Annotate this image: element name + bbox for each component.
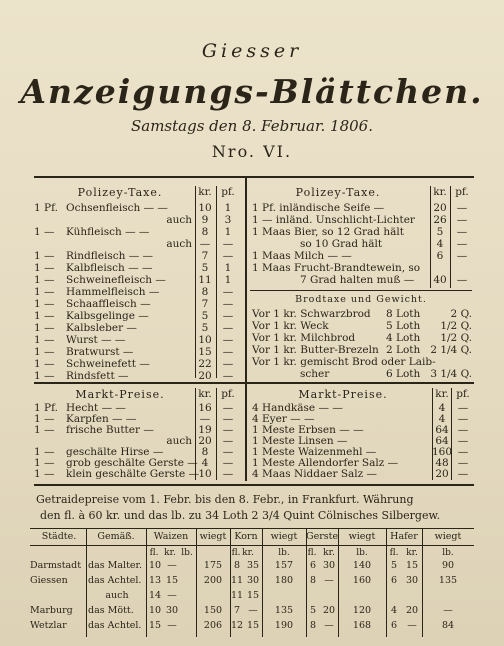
row-qty: 1 — [34, 226, 55, 238]
getraide-waizen-kr: — [167, 560, 177, 571]
getraide-korn-fl: 11 [230, 590, 244, 601]
row-kr: 4 [438, 413, 446, 425]
getraide-hafer-fl: 4 [390, 605, 398, 616]
mid-rule [34, 382, 474, 384]
row-qty: 1 — [34, 310, 55, 322]
row-pf: — [456, 214, 468, 226]
row-pf: — [222, 446, 234, 458]
row-q: 1/2 Q. [440, 320, 472, 332]
row-kr: 19 [198, 424, 212, 436]
row-text: scher [300, 368, 330, 380]
getraide-gerste-fl: 6 [309, 560, 317, 571]
getraide-gemaess: das Mött. [88, 605, 134, 616]
row-kr: 7 [201, 298, 209, 310]
polizey-right-col-kr: kr. [433, 186, 447, 198]
row-pf: — [222, 370, 234, 382]
getraide-stadt: Marburg [30, 605, 73, 616]
getraide-header: Gerste [306, 531, 339, 542]
getraide-korn-kr: 30 [246, 575, 260, 586]
getraide-unit: lb. [181, 548, 193, 558]
markt-left-col-kr: kr. [198, 388, 212, 400]
row-pf: — [222, 298, 234, 310]
row-text: 1 Maas Milch — — [252, 250, 352, 262]
row-item: Rindsfett — [66, 370, 129, 382]
getraide-korn-kr: 35 [246, 560, 260, 571]
row-qty: 1 — [34, 286, 55, 298]
row-item: geschälte Hirse — [66, 446, 164, 458]
row-text: 1 — inländ. Unschlicht-Lichter [252, 214, 415, 226]
row-item: Schaaffleisch — [66, 298, 151, 310]
getraide-hafer-lb: 90 [441, 560, 455, 571]
getraide-gerste-fl: 5 [309, 605, 317, 616]
row-pf: — [456, 250, 468, 262]
row-kr: 7 [201, 250, 209, 262]
row-item: auch [166, 435, 192, 447]
row-text: 4 Handkäse — — [252, 402, 343, 414]
getraide-hafer-kr: — [407, 620, 417, 631]
issue-number: Nro. VI. [211, 142, 293, 161]
row-text: 1 Meste Erbsen — — [252, 424, 364, 436]
getraide-header: Gemäß. [97, 531, 135, 542]
getraide-unit: fl. [231, 548, 241, 558]
row-kr: 16 [198, 402, 212, 414]
row-text: 1 Pf. inländische Seife — [252, 202, 385, 214]
getraide-hafer-kr: 15 [405, 560, 419, 571]
row-kr: 5 [201, 262, 209, 274]
row-kr: 40 [433, 274, 447, 286]
row-item: Kalbfleisch — — [66, 262, 153, 274]
getraide-hafer-lb: 135 [438, 575, 458, 586]
row-text: 7 Grad halten muß — [300, 274, 415, 286]
getraide-header: wiegt [348, 531, 376, 542]
getraide-waizen-kr: 15 [165, 575, 179, 586]
bottom-rule [34, 484, 474, 486]
getraide-gerste-fl: 8 [309, 575, 317, 586]
row-qty: 1 — [34, 322, 55, 334]
markt-left-title: Markt-Preise. [75, 388, 165, 401]
getraide-unit: fl. [149, 548, 159, 558]
row-item: Schweinefleisch — [66, 274, 166, 286]
polizey-left-pf-line [216, 186, 217, 378]
row-pf: — [457, 435, 469, 447]
row-pf: — [222, 402, 234, 414]
row-qty: 1 — [34, 457, 55, 469]
getraide-header: Waizen [153, 531, 189, 542]
polizey-left-title: Polizey-Taxe. [77, 186, 163, 199]
getraide-unit: lb. [442, 548, 454, 558]
row-kr: 10 [198, 468, 212, 480]
row-kr: 160 [432, 446, 453, 458]
row-weight: 8 Loth [386, 308, 421, 320]
row-q: 1/2 Q. [440, 332, 472, 344]
getraide-header: Städte. [41, 531, 77, 542]
getraide-header-line [30, 545, 474, 546]
getraide-korn-fl: 7 [233, 605, 241, 616]
row-q: 2 1/4 Q. [430, 344, 472, 356]
row-kr: 20 [198, 435, 212, 447]
polizey-left-kr-line [195, 186, 196, 378]
row-item: Schweinefett — [66, 358, 150, 370]
row-qty: 1 — [34, 250, 55, 262]
getraide-waizen-fl: 15 [148, 620, 162, 631]
row-item: Kalbsgelinge — [66, 310, 149, 322]
row-kr: 64 [435, 435, 449, 447]
row-kr: 48 [435, 457, 449, 469]
row-kr: — [199, 238, 211, 250]
row-item: Hammelfleisch — [66, 286, 160, 298]
row-qty: 1 — [34, 446, 55, 458]
getraide-waizen-lb: 150 [203, 605, 223, 616]
row-text: Vor 1 kr. gemischt Brod oder Laib- [252, 356, 436, 368]
getraide-gerste-kr: — [324, 575, 334, 586]
row-pf: 3 [224, 214, 232, 226]
row-kr: 20 [435, 468, 449, 480]
row-pf: 1 [224, 202, 232, 214]
row-text: Vor 1 kr. Schwarzbrod [252, 308, 371, 320]
row-qty: 1 — [34, 262, 55, 274]
row-pf: — [222, 322, 234, 334]
row-qty: 1 Pf. [34, 202, 58, 214]
masthead-city: Giesser [201, 40, 303, 62]
row-item: Rindfleisch — — [66, 250, 154, 262]
row-pf: — [456, 226, 468, 238]
row-kr: 26 [433, 214, 447, 226]
row-text: Vor 1 kr. Milchbrod [252, 332, 356, 344]
getraide-header: Hafer [390, 531, 418, 542]
row-pf: — [457, 468, 469, 480]
row-item: Kühfleisch — — [66, 226, 150, 238]
row-pf: — [222, 413, 234, 425]
getraide-waizen-lb: 206 [203, 620, 223, 631]
row-pf: — [222, 457, 234, 469]
row-pf: — [222, 250, 234, 262]
row-pf: — [456, 238, 468, 250]
getraide-hafer-lb: — [443, 605, 453, 616]
getraide-waizen-lb: 175 [203, 560, 223, 571]
getraide-gerste-lb: 140 [352, 560, 372, 571]
row-kr: — [199, 413, 211, 425]
row-pf: — [222, 435, 234, 447]
getraide-gerste-kr: 20 [322, 605, 336, 616]
getraide-korn-kr: — [248, 605, 258, 616]
row-text: 1 Maas Bier, so 12 Grad hält [252, 226, 404, 238]
getraide-gerste-fl: 8 [309, 620, 317, 631]
row-qty: 1 — [34, 424, 55, 436]
row-pf: — [222, 286, 234, 298]
row-pf: — [456, 202, 468, 214]
getraide-korn-lb: 190 [274, 620, 294, 631]
getraide-top-line [30, 528, 474, 529]
row-item: auch [166, 214, 192, 226]
row-kr: 10 [198, 202, 212, 214]
getraide-waizen-kr: — [167, 620, 177, 631]
row-kr: 8 [201, 446, 209, 458]
getraide-hafer-lb: 84 [441, 620, 455, 631]
getraide-stadt: Darmstadt [30, 560, 82, 571]
row-pf: — [222, 468, 234, 480]
brod-title: Brodtaxe und Gewicht. [295, 294, 427, 305]
row-kr: 5 [436, 226, 444, 238]
getraide-gemaess: das Achtel. [88, 620, 142, 631]
row-pf: — [222, 334, 234, 346]
getraide-header: Korn [234, 531, 258, 542]
row-pf: 1 [224, 226, 232, 238]
getraide-hafer-kr: 30 [405, 575, 419, 586]
row-kr: 4 [201, 457, 209, 469]
row-text: so 10 Grad hält [300, 238, 383, 250]
row-pf: — [457, 457, 469, 469]
getraide-waizen-fl: 10 [148, 560, 162, 571]
row-pf: — [457, 446, 469, 458]
row-pf: — [457, 424, 469, 436]
row-text: 1 Meste Waizenmehl — [252, 446, 377, 458]
getraide-waizen-fl: 13 [148, 575, 162, 586]
row-kr: 11 [198, 274, 212, 286]
getraide-unit: kr. [323, 548, 335, 558]
markt-left-col-pf: pf. [221, 388, 235, 400]
row-text: 4 Maas Niddaer Salz — [252, 468, 378, 480]
getraide-stadt: Wetzlar [30, 620, 67, 631]
row-qty: 1 — [34, 274, 55, 286]
row-item: Ochsenfleisch — — [66, 202, 168, 214]
row-text: 4 Eyer — — [252, 413, 315, 425]
getraide-gerste-lb: 120 [352, 605, 372, 616]
row-item: Karpfen — — [66, 413, 137, 425]
row-item: grob geschälte Gerste — [66, 457, 198, 469]
getraide-korn-lb: 135 [274, 605, 294, 616]
getraide-korn-kr: 15 [246, 590, 260, 601]
brod-rule [250, 290, 472, 291]
row-pf: 1 [224, 262, 232, 274]
markt-right-col-kr: kr. [435, 388, 449, 400]
getraide-waizen-kr: — [167, 590, 177, 601]
row-text: 1 Meste Allendorfer Salz — [252, 457, 399, 469]
getraide-korn-fl: 8 [233, 560, 241, 571]
polizey-left-col-kr: kr. [198, 186, 212, 198]
row-qty: 1 — [34, 468, 55, 480]
row-pf: — [222, 238, 234, 250]
getraide-korn-lb: 157 [274, 560, 294, 571]
row-pf: — [222, 358, 234, 370]
getraide-unit: kr. [164, 548, 176, 558]
row-kr: 20 [198, 370, 212, 382]
getraide-gemaess: das Malter. [88, 560, 143, 571]
row-pf: — [222, 424, 234, 436]
row-weight: 4 Loth [386, 332, 421, 344]
row-kr: 5 [201, 310, 209, 322]
row-kr: 9 [201, 214, 209, 226]
row-kr: 10 [198, 334, 212, 346]
row-weight: 5 Loth [386, 320, 421, 332]
row-item: Hecht — — [66, 402, 126, 414]
getraide-unit: fl. [307, 548, 317, 558]
row-kr: 6 [436, 250, 444, 262]
row-q: 3 1/4 Q. [430, 368, 472, 380]
markt-right-col-pf: pf. [456, 388, 470, 400]
markt-left-pf-line [216, 388, 217, 480]
row-item: auch [166, 238, 192, 250]
getraide-korn-lb: 180 [274, 575, 294, 586]
getraide-gemaess: das Achtel. [88, 575, 142, 586]
row-pf: — [456, 274, 468, 286]
row-qty: 1 Pf. [34, 402, 58, 414]
getraide-waizen-kr: 30 [165, 605, 179, 616]
row-item: Bratwurst — [66, 346, 134, 358]
column-divider [245, 178, 247, 481]
row-kr: 15 [198, 346, 212, 358]
getraide-waizen-fl: 14 [148, 590, 162, 601]
getraide-header: wiegt [199, 531, 227, 542]
row-q: 2 Q. [450, 308, 472, 320]
row-item: frische Butter — [66, 424, 154, 436]
getraide-gerste-kr: — [324, 620, 334, 631]
getraide-gerste-kr: 30 [322, 560, 336, 571]
row-pf: — [222, 310, 234, 322]
row-text: Vor 1 kr. Weck [252, 320, 329, 332]
row-pf: 1 [224, 274, 232, 286]
row-item: Wurst — — [66, 334, 126, 346]
masthead-title: Anzeigungs-Blättchen. [20, 72, 484, 111]
getraide-header: wiegt [270, 531, 298, 542]
getraide-hafer-kr: 20 [405, 605, 419, 616]
getraide-hafer-fl: 6 [390, 575, 398, 586]
getraide-unit: lb. [356, 548, 368, 558]
getraide-header: wiegt [434, 531, 462, 542]
row-kr: 4 [438, 402, 446, 414]
getraide-intro-line2: den fl. à 60 kr. und das lb. zu 34 Loth 2 3/4 Quint Cölnisches Silbergew. [40, 509, 441, 522]
getraide-gerste-lb: 168 [352, 620, 372, 631]
polizey-right-pf-line [450, 186, 451, 288]
getraide-korn-kr: 15 [246, 620, 260, 631]
row-pf: — [457, 402, 469, 414]
issue-date: Samstags den 8. Februar. 1806. [130, 117, 373, 135]
row-pf: — [222, 346, 234, 358]
row-text: 1 Meste Linsen — [252, 435, 348, 447]
getraide-korn-fl: 12 [230, 620, 244, 631]
row-pf: — [457, 413, 469, 425]
getraide-unit: kr. [242, 548, 254, 558]
polizey-right-kr-line [430, 186, 431, 288]
row-weight: 6 Loth [386, 368, 421, 380]
row-text: Vor 1 kr. Butter-Brezeln [252, 344, 379, 356]
markt-right-title: Markt-Preise. [298, 388, 388, 401]
row-weight: 2 Loth [386, 344, 421, 356]
getraide-intro-line1: Getraidepreise vom 1. Febr. bis den 8. Febr., in Frankfurt. Währung [36, 493, 414, 506]
getraide-unit: fl. [389, 548, 399, 558]
row-kr: 20 [433, 202, 447, 214]
polizey-left-col-pf: pf. [221, 186, 235, 198]
polizey-right-title: Polizey-Taxe. [295, 186, 381, 199]
top-rule [34, 176, 474, 178]
getraide-waizen-fl: 10 [148, 605, 162, 616]
getraide-korn-fl: 11 [230, 575, 244, 586]
getraide-stadt: Giessen [30, 575, 68, 586]
row-qty: 1 — [34, 298, 55, 310]
row-kr: 8 [201, 226, 209, 238]
row-qty: 1 — [34, 346, 55, 358]
row-kr: 22 [198, 358, 212, 370]
row-qty: 1 — [34, 334, 55, 346]
row-qty: 1 — [34, 358, 55, 370]
getraide-hafer-fl: 5 [390, 560, 398, 571]
row-kr: 64 [435, 424, 449, 436]
row-kr: 8 [201, 286, 209, 298]
getraide-hafer-fl: 6 [390, 620, 398, 631]
getraide-waizen-lb: 200 [203, 575, 223, 586]
getraide-unit: lb. [278, 548, 290, 558]
getraide-gerste-lb: 160 [352, 575, 372, 586]
row-item: Kalbsleber — [66, 322, 137, 334]
row-qty: 1 — [34, 413, 55, 425]
row-kr: 5 [201, 322, 209, 334]
row-text: 1 Maas Frucht-Brandtewein, so [252, 262, 421, 274]
row-kr: 4 [436, 238, 444, 250]
getraide-gemaess: auch [105, 590, 129, 601]
getraide-unit: kr. [406, 548, 418, 558]
polizey-right-col-pf: pf. [455, 186, 469, 198]
row-item: klein geschälte Gerste — [66, 468, 200, 480]
row-qty: 1 — [34, 370, 55, 382]
